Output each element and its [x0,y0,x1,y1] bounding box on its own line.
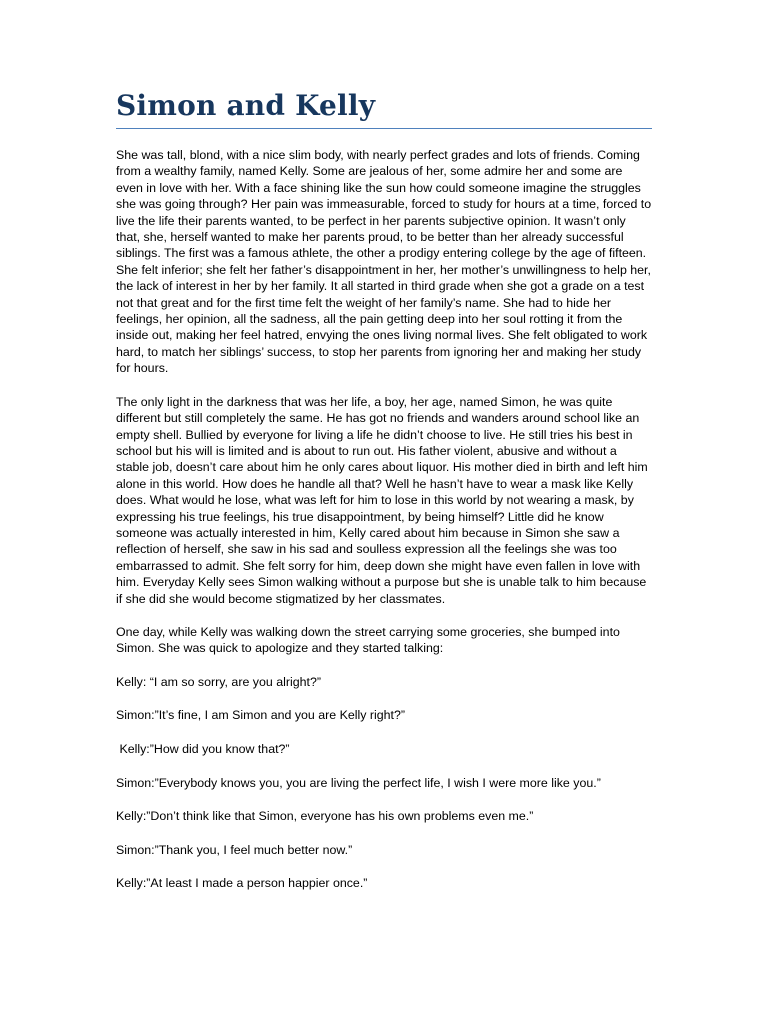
title-underline [116,128,652,129]
dialogue-line: Kelly:”Don’t think like that Simon, everyone has his own problems even me.” [116,809,534,824]
dialogue-line: Kelly: “I am so sorry, are you alright?” [116,674,321,689]
document-body [116,147,652,892]
dialogue-line: Kelly:”At least I made a person happier once.” [116,876,368,891]
document-title: Simon and Kelly [116,89,376,122]
paragraph-meeting: One day, while Kelly was walking down the street carrying some groceries, she bumped into Simon. She was quick to apologize and they started talking: [116,624,620,656]
dialogue-line: Simon:”Everybody knows you, you are living the perfect life, I wish I were more like you.” [116,775,601,790]
dialogue-line: Simon:”It’s fine, I am Simon and you are Kelly right?” [116,708,406,723]
paragraph-kelly-intro: She was tall, blond, with a nice slim body, with nearly perfect grades and lots of friends. Coming from a wealthy family, named Kelly. Some are jealous of her, some admire her and some are even in love with her. With a face shining like the sun how could someone imagine the struggles she was going through? Her pain was immeasurable, forced to study for hours at a time, forced to live the life their parents wanted, to be perfect in her parents subjective opinion. It wasn’t only that, she, herself wanted to make her parents proud, to be better than her already successful siblings. The first was a famous athlete, the other a prodigy entering college by the age of fifteen. She felt inferior; she felt her father’s disappointment in her, her mother’s unwillingness to help her, the lack of interest in her by her family. It all started in third grade when she got a grade on a test not that great and for the first time felt the weight of her family’s name. She had to hide her feelings, her opinion, all the sadness, all the pain getting deep into her soul rotting it from the inside out, making her feel hatred, envying the ones living normal lives. She felt obligated to work hard, to match her siblings’ success, to stop her parents from ignoring her and making her study for hours. [116,148,652,376]
dialogue-line: Kelly:”How did you know that?” [116,741,290,756]
dialogue-line: Simon:”Thank you, I feel much better now.” [116,842,353,857]
paragraph-simon-intro: The only light in the darkness that was her life, a boy, her age, named Simon, he was quite different but still completely the same. He has got no friends and wanders around school like an empty shell. Bullied by everyone for living a life he didn’t choose to live. He still tries his best in school but his will is limited and is about to run out. His father violent, abusive and without a stable job, doesn’t care about him he only cares about liquor. His mother died in birth and left him alone in this world. How does he handle all that? Well he hasn’t have to wear a mask like Kelly does. What would he lose, what was left for him to lose in this world by not wearing a mask, by expressing his true feelings, his true disappointment, by being himself? Little did he know someone was actually interested in him, Kelly cared about him because in Simon she saw a reflection of herself, she saw in his sad and soulless expression all the feelings she was too embarrassed to admit. She felt sorry for him, deep down she might have even fallen in love with him. Everyday Kelly sees Simon walking without a purpose but she is unable talk to him because if she did she would become stigmatized by her classmates. [116,394,648,606]
document-page [116,88,652,909]
